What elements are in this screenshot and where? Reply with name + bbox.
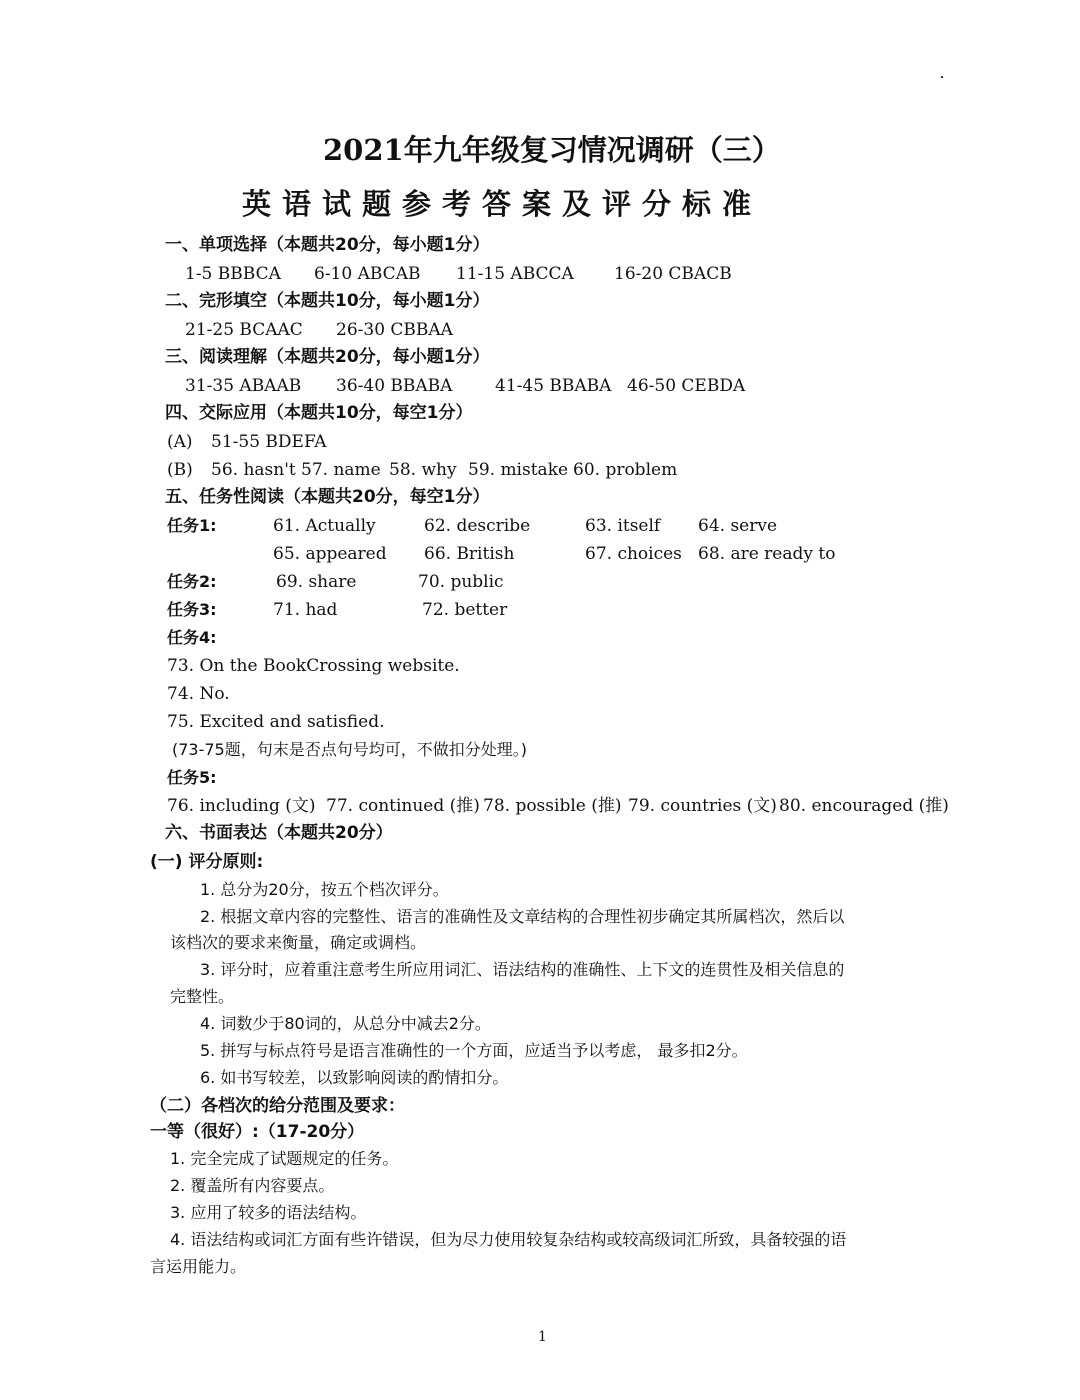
answer-item: 65. appeared [273, 544, 387, 564]
answer-group: 1-5 BBBCA [185, 264, 281, 284]
answer-line: 74. No. [167, 684, 230, 704]
rule-line: 4. 词数少于80词的，从总分中减去2分。 [200, 1014, 491, 1033]
part-b-label: (B) [167, 460, 193, 480]
answer-group: 36-40 BBABA [336, 376, 453, 396]
grade-1-heading: 一等（很好）:（17-20分） [150, 1122, 365, 1142]
answer-item: 77. continued (推) [326, 796, 480, 816]
answer-group: 16-20 CBACB [614, 264, 732, 284]
rule-line: 5. 拼写与标点符号是语言准确性的一个方面，应适当予以考虑， 最多扣2分。 [200, 1041, 748, 1060]
grade-1-item: 3. 应用了较多的语法结构。 [170, 1203, 367, 1222]
rule-line: 1. 总分为20分，按五个档次评分。 [200, 880, 449, 899]
answer-group: 31-35 ABAAB [185, 376, 302, 396]
answer-group: 6-10 ABCAB [314, 264, 421, 284]
task-4-note: (73-75题，句末是否点句号均可，不做扣分处理。) [172, 740, 527, 759]
answer-item: 64. serve [698, 516, 778, 536]
answer-group: 41-45 BBABA [495, 376, 612, 396]
answer-item: 62. describe [424, 516, 531, 536]
rule-line: 2. 根据文章内容的完整性、语言的准确性及文章结构的合理性初步确定其所属档次，然后以 [200, 907, 845, 926]
section-3-heading: 三、阅读理解（本题共20分，每小题1分） [165, 347, 490, 367]
answer-item: 66. British [424, 544, 515, 564]
grade-1-item: 1. 完全完成了试题规定的任务。 [170, 1149, 399, 1168]
task-2-label: 任务2: [167, 572, 217, 591]
answer-group: 46-50 CEBDA [627, 376, 746, 396]
answer-item: 63. itself [585, 516, 661, 536]
grade-1-item: 言运用能力。 [150, 1257, 247, 1276]
answer-line: 73. On the BookCrossing website. [167, 656, 460, 676]
rule-line: 6. 如书写较差，以致影响阅读的酌情扣分。 [200, 1068, 509, 1087]
answer-group: 26-30 CBBAA [336, 320, 453, 340]
answer-item: 61. Actually [273, 516, 376, 536]
answer-line: 75. Excited and satisfied. [167, 712, 385, 732]
answer-item: 70. public [418, 572, 504, 592]
task-5-label: 任务5: [167, 768, 217, 787]
answer-item: 79. countries (文) [628, 796, 777, 816]
page-number: 1 [538, 1329, 547, 1345]
answer-item: 69. share [276, 572, 357, 592]
task-1-label: 任务1: [167, 516, 217, 535]
answer-item: 78. possible (推) [483, 796, 622, 816]
task-3-label: 任务3: [167, 600, 217, 619]
answer-item: 76. including (文) [167, 796, 316, 816]
answer-item: 68. are ready to [698, 544, 836, 564]
page-subtitle: 英语试题参考答案及评分标准 [242, 187, 763, 221]
answer-item: 67. choices [585, 544, 682, 564]
answer-group: 51-55 BDEFA [211, 432, 327, 452]
answer-item: 57. name [301, 460, 381, 480]
rule-line: 完整性。 [170, 987, 235, 1006]
page-title: 2021年九年级复习情况调研（三） [323, 133, 781, 167]
section-1-heading: 一、单项选择（本题共20分，每小题1分） [165, 235, 490, 255]
rule-line: 3. 评分时，应着重注意考生所应用词汇、语法结构的准确性、上下文的连贯性及相关信息的 [200, 960, 845, 979]
section-5-heading: 五、任务性阅读（本题共20分，每空1分） [165, 487, 490, 507]
answer-item: 56. hasn't [211, 460, 296, 480]
scan-speck [941, 76, 943, 78]
grade-ranges-heading: （二）各档次的给分范围及要求： [150, 1096, 405, 1116]
answer-item: 59. mistake [468, 460, 569, 480]
task-4-label: 任务4: [167, 628, 217, 647]
section-2-heading: 二、完形填空（本题共10分，每小题1分） [165, 291, 490, 311]
grade-1-item: 4. 语法结构或词汇方面有些许错误，但为尽力使用较复杂结构或较高级词汇所致，具备较强的语 [170, 1230, 847, 1249]
answer-item: 58. why [389, 460, 457, 480]
answer-item: 71. had [273, 600, 338, 620]
answer-group: 11-15 ABCCA [456, 264, 574, 284]
scoring-principles-heading: (一) 评分原则: [150, 852, 264, 872]
section-4-heading: 四、交际应用（本题共10分，每空1分） [165, 403, 473, 423]
answer-item: 80. encouraged (推) [779, 796, 949, 816]
answer-group: 21-25 BCAAC [185, 320, 303, 340]
answer-item: 60. problem [573, 460, 678, 480]
answer-item: 72. better [422, 600, 508, 620]
rule-line: 该档次的要求来衡量，确定或调档。 [170, 933, 427, 952]
section-6-heading: 六、书面表达（本题共20分） [165, 823, 393, 843]
part-a-label: (A) [167, 432, 193, 452]
grade-1-item: 2. 覆盖所有内容要点。 [170, 1176, 335, 1195]
